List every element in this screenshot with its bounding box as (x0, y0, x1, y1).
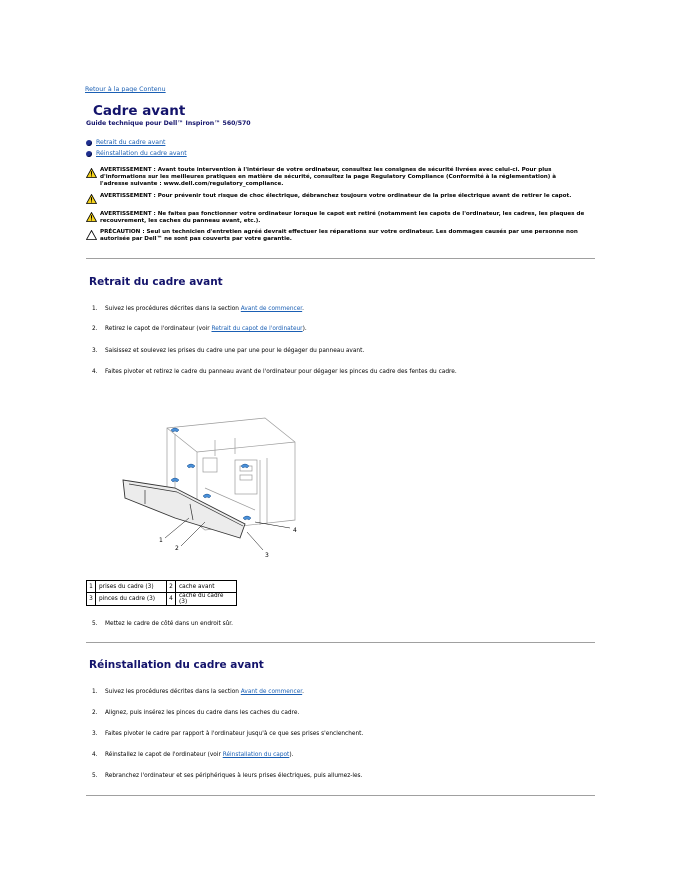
section-title-replacement: Réinstallation du cadre avant (89, 659, 264, 671)
notice-text: AVERTISSEMENT : Pour prévenir tout risque de choc électrique, débranchez toujours votre ordinateur de la prise électrique avant de retirer le capot. (100, 192, 572, 199)
notice-text: AVERTISSEMENT : Ne faites pas fonctionner votre ordinateur lorsque le capot est retiré (notamment les capots de l'ordinateur, les cadres, les plaques de recouvrement, les caches du panneau avant, etc.). (100, 210, 585, 225)
caution-notice (86, 229, 586, 243)
replace-cover-link[interactable]: Réinstallation du capot (222, 752, 290, 758)
callout-4: 4 (293, 527, 297, 534)
remove-cover-link[interactable]: Retrait du capot de l'ordinateur (211, 326, 303, 332)
warning-notice (86, 193, 586, 207)
warning-notice (86, 167, 586, 189)
warning-icon (86, 212, 100, 225)
before-you-begin-link[interactable]: Avant de commencer (240, 689, 303, 695)
back-to-contents-link[interactable]: Retour à la page Contenu (85, 86, 166, 93)
divider (86, 258, 595, 259)
bullet-icon (86, 151, 92, 157)
toc-item (86, 137, 187, 148)
page-title: Cadre avant (93, 103, 186, 119)
list-item: 4. Réinstallez le capot de l'ordinateur (voir Réinstallation du capot). (92, 752, 294, 758)
list-item: 3. Saisissez et soulevez les prises du cadre une par une pour le dégager du panneau avant. (92, 348, 365, 354)
section-title-removal: Retrait du cadre avant (89, 276, 223, 288)
notices (86, 167, 586, 248)
toc-link-replacement[interactable]: Réinstallation du cadre avant (96, 150, 187, 157)
list-item: 4. Faites pivoter et retirez le cadre du panneau avant de l'ordinateur pour dégager les pinces du cadre des fentes du cadre. (92, 369, 457, 375)
bullet-icon (86, 140, 92, 146)
warning-icon (86, 194, 100, 207)
toc-item (86, 148, 187, 159)
notice-text: AVERTISSEMENT : Avant toute intervention à l'intérieur de votre ordinateur, consultez les consignes de sécurité livrées avec celui-ci. Pour plus d'informations sur les meilleures pratiques en matière de sécurité, consultez la page Regulatory Compliance (Conformité à la réglementation) à l'adresse suivante : www.dell.com/regulatory_compliance. (100, 167, 557, 188)
list-item: 2. Alignez, puis insérez les pinces du cadre dans les caches du cadre. (92, 710, 300, 716)
warning-icon (86, 168, 100, 181)
caution-icon (86, 230, 100, 243)
divider (86, 642, 595, 643)
table-of-contents (86, 137, 187, 159)
list-item: 1. Suivez les procédures décrites dans la section Avant de commencer. (92, 306, 304, 312)
table-row: 1 prises du cadre (3) 2 cache avant (87, 581, 237, 593)
list-item: 5. Mettez le cadre de côté dans un endroit sûr. (92, 621, 233, 627)
list-item: 2. Retirez le capot de l'ordinateur (voir Retrait du capot de l'ordinateur). (92, 326, 307, 332)
bezel-removal-illustration (115, 400, 315, 560)
toc-link-removal[interactable]: Retrait du cadre avant (96, 139, 166, 146)
warning-notice (86, 211, 586, 225)
list-item: 1. Suivez les procédures décrites dans la section Avant de commencer. (92, 689, 304, 695)
notice-text: PRÉCAUTION : Seul un technicien d'entretien agréé devrait effectuer les réparations sur votre ordinateur. Les dommages causés par une personne non autorisée par Dell™ ne sont pas couverts par votre garantie. (100, 229, 578, 243)
table-row: 3 pinces du cadre (3) 4 cache du cadre (3) (87, 593, 237, 606)
callout-2: 2 (175, 545, 179, 552)
callout-1: 1 (159, 537, 163, 544)
page-subtitle: Guide technique pour Dell™ Inspiron™ 560/570 (86, 120, 251, 127)
divider (86, 795, 595, 796)
list-item: 5. Rebranchez l'ordinateur et ses périphériques à leurs prises électriques, puis allumez-les. (92, 773, 363, 779)
callout-legend-table (86, 580, 237, 606)
callout-3: 3 (265, 552, 269, 559)
list-item: 3. Faites pivoter le cadre par rapport à l'ordinateur jusqu'à ce que ses prises s'enclenchent. (92, 731, 364, 737)
before-you-begin-link[interactable]: Avant de commencer (240, 306, 303, 312)
